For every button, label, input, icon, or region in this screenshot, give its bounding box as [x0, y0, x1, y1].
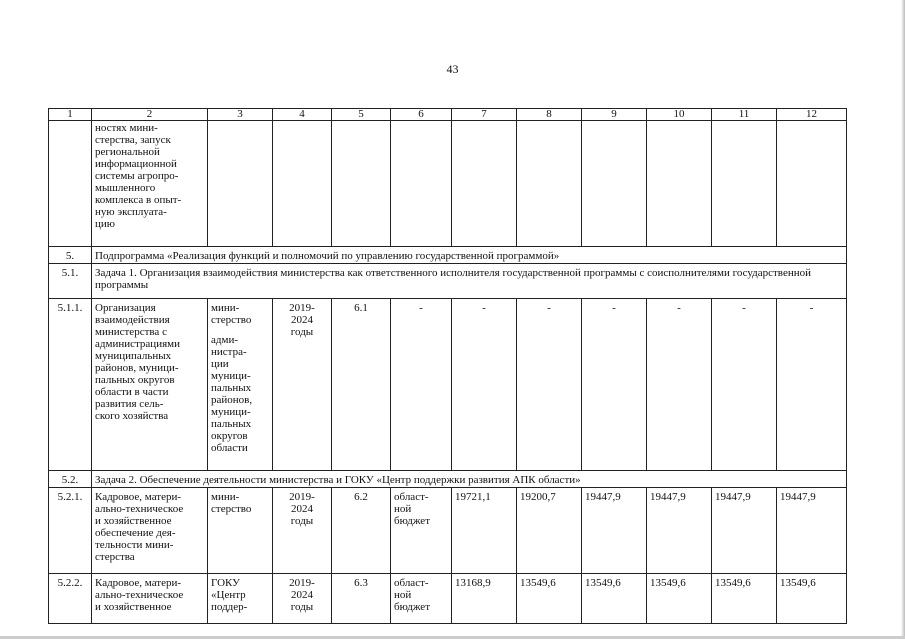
- value-cell: -: [452, 299, 517, 471]
- row-number: 5.1.: [49, 264, 92, 299]
- column-header: 5: [332, 109, 391, 121]
- source-cell: област- ной бюджет: [391, 574, 452, 624]
- column-header: 9: [582, 109, 647, 121]
- value-cell: 19447,9: [647, 488, 712, 574]
- period-cell: 2019- 2024 годы: [273, 574, 332, 624]
- table-row: [49, 299, 847, 471]
- scan-edge-shadow: [901, 0, 905, 639]
- executor-cell: [208, 299, 273, 471]
- indicator-cell: 6.2: [332, 488, 391, 574]
- task-title: Задача 1. Организация взаимодействия министерства как ответственного исполнителя государственной программы с соисполнителями государственной программы: [92, 264, 847, 299]
- value-cell: -: [517, 299, 582, 471]
- value-cell: -: [647, 299, 712, 471]
- column-header: 8: [517, 109, 582, 121]
- measure-name-cell: Кадровое, матери- ально-техническое и хозяйственное: [92, 574, 208, 624]
- source-cell: област- ной бюджет: [391, 488, 452, 574]
- column-header: 12: [777, 109, 847, 121]
- column-header: 2: [92, 109, 208, 121]
- table-row: [49, 121, 847, 247]
- table-row: [49, 488, 847, 574]
- column-number-row: [49, 109, 847, 121]
- executor-cell: ГОКУ «Центр поддер-: [208, 574, 273, 624]
- column-header: 7: [452, 109, 517, 121]
- subprogram-row: [49, 247, 847, 264]
- row-number: 5.1.1.: [49, 299, 92, 471]
- indicator-cell: 6.1: [332, 299, 391, 471]
- column-header: 10: [647, 109, 712, 121]
- source-cell: -: [391, 299, 452, 471]
- task-row: [49, 264, 847, 299]
- column-header: 3: [208, 109, 273, 121]
- executor-cell: мини- стерство: [208, 488, 273, 574]
- row-number: 5.2.: [49, 471, 92, 488]
- column-header: 1: [49, 109, 92, 121]
- executor-secondary: адми- нистра- ции муници- пальных районов, муници- пальных округов области: [211, 334, 253, 454]
- value-cell: 13549,6: [777, 574, 847, 624]
- measure-name-cell: Организация взаимодействия министерства с администрациями муниципальных районов, муници- пальных округов области в части развития сель- ского хозяйства: [92, 299, 208, 471]
- value-cell: 19447,9: [582, 488, 647, 574]
- measure-name-cell: Кадровое, матери- ально-техническое и хозяйственное обеспечение дея- тельности мини- стерства: [92, 488, 208, 574]
- task-title: Задача 2. Обеспечение деятельности министерства и ГОКУ «Центр поддержки развития АПК области»: [92, 471, 847, 488]
- value-cell: 19447,9: [777, 488, 847, 574]
- row-number: 5.: [49, 247, 92, 264]
- value-cell: 19721,1: [452, 488, 517, 574]
- program-table: [48, 108, 847, 624]
- subprogram-title: Подпрограмма «Реализация функций и полномочий по управлению государственной программой»: [92, 247, 847, 264]
- value-cell: 13549,6: [517, 574, 582, 624]
- value-cell: 13549,6: [582, 574, 647, 624]
- indicator-cell: 6.3: [332, 574, 391, 624]
- task-row: [49, 471, 847, 488]
- column-header: 6: [391, 109, 452, 121]
- value-cell: 19200,7: [517, 488, 582, 574]
- value-cell: 19447,9: [712, 488, 777, 574]
- column-header: 11: [712, 109, 777, 121]
- value-cell: -: [712, 299, 777, 471]
- period-cell: 2019- 2024 годы: [273, 299, 332, 471]
- value-cell: -: [582, 299, 647, 471]
- executor-primary: мини- стерство: [211, 302, 252, 326]
- period-cell: 2019- 2024 годы: [273, 488, 332, 574]
- column-header: 4: [273, 109, 332, 121]
- page-number: 43: [446, 62, 459, 76]
- value-cell: 13549,6: [647, 574, 712, 624]
- value-cell: -: [777, 299, 847, 471]
- row-number: 5.2.1.: [49, 488, 92, 574]
- measure-name-cell: ностях мини- стерства, запуск региональной информационной системы агропро- мышленного комплекса в опыт- ную эксплуата- цию: [92, 121, 208, 247]
- value-cell: 13168,9: [452, 574, 517, 624]
- value-cell: 13549,6: [712, 574, 777, 624]
- row-number: 5.2.2.: [49, 574, 92, 624]
- table-row: [49, 574, 847, 624]
- row-number-cell: [49, 121, 92, 247]
